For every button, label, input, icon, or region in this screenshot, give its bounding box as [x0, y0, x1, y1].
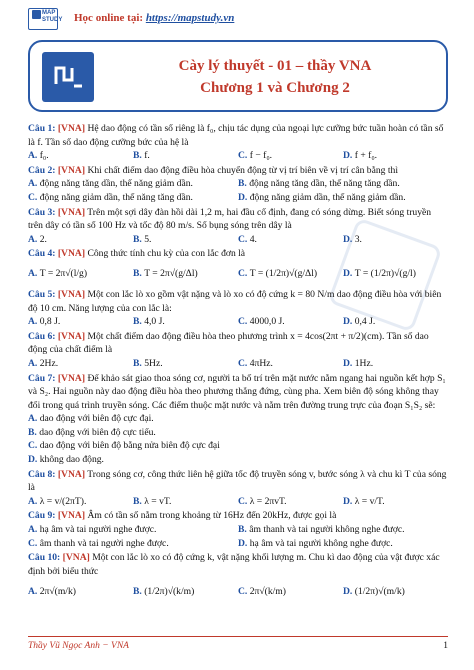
footer [28, 636, 448, 656]
top-bar [28, 8, 448, 32]
option-d[interactable]: D. không dao động. [28, 454, 104, 466]
question-7: Câu 7: [VNA] Để khảo sát giao thoa sóng cơ, người ta bố trí trên mặt nước nằm ngang hai nguồn kết hợp S₁ và S₂. Hai nguồn này dao động điều hòa theo phương thẳng đứng, cùng pha. Xem biên độ sóng không thay đổi trong quá trình truyền sóng. Các điểm thuộc mặt nước và nằm trên đường trung trực của đoạn S₁S₂ sẽ: A. dao động với biên độ cực đại. B. dao động với biên độ cực tiểu. C. dao động với biên độ bằng nửa biên độ cực đại D. không dao động. [28, 372, 448, 467]
online-label: Học online tại: [74, 12, 144, 24]
option-d[interactable]: D. λ = v/T. [343, 495, 385, 507]
option-b[interactable]: B. (1/2π)√(k/m) [133, 585, 195, 597]
question-8: Câu 8: [VNA] Trong sóng cơ, công thức liên hệ giữa tốc độ truyền sóng v, bước sóng λ và chu kì T của sóng là A. λ = v/(2πT). B. λ = vT. C. λ = 2πvT. D. λ = v/T. [28, 468, 447, 507]
option-b[interactable]: B. 5. [133, 233, 152, 245]
mapstudy-logo: MAP STUDY [28, 8, 58, 30]
option-c[interactable]: C. f − f₀. [238, 150, 273, 162]
option-a[interactable]: A. 0,8 J. [28, 316, 61, 328]
option-a[interactable]: A. hạ âm và tai người nghe được. [28, 524, 157, 536]
option-c[interactable]: C. dao động với biên độ bằng nửa biên độ cực đại [28, 440, 220, 452]
option-c[interactable]: C. 4. [238, 233, 257, 245]
question-10: Câu 10: [VNA] Một con lắc lò xo có độ cứng k, vật nặng khối lượng m. Chu kì dao động của vật được xác định bởi biểu thức A. 2π√(m/k) B. (1/2π)√(k/m) C. 2π√(k/m) D. (1/2π)√(m/k) [28, 551, 448, 604]
option-d[interactable]: D. (1/2π)√(m/k) [343, 585, 405, 597]
online-url-link[interactable]: https://mapstudy.vn [145, 12, 235, 24]
page-subtitle: Chương 1 và Chương 2 [200, 80, 350, 96]
header-box [28, 40, 448, 112]
option-a[interactable]: A. f₀. [28, 150, 49, 162]
option-a[interactable]: A. dao động với biên độ cực đại. [28, 413, 154, 425]
brand-logo-icon [42, 52, 94, 102]
option-d[interactable]: D. 0,4 J. [343, 316, 376, 328]
option-c[interactable]: C. 2π√(k/m) [238, 585, 286, 597]
option-a[interactable]: A. 2Hz. [28, 357, 59, 369]
question-1: Câu 1: [VNA] Hệ dao động có tần số riêng là f₀, chịu tác dụng của ngoại lực cưỡng bức tuần hoàn có tần số là f. Tần số dao động cưỡng bức của hệ là A. f₀. B. f. C. f − f₀. D. f + f₀. [28, 122, 448, 163]
option-a[interactable]: A. T = 2π√(l/g) [28, 268, 88, 280]
option-d[interactable]: D. hạ âm và tai người không nghe được. [238, 537, 393, 549]
page-number: 1 [443, 641, 448, 651]
option-a[interactable]: A. 2π√(m/k) [28, 585, 76, 597]
option-b[interactable]: B. dao động với biên độ cực tiểu. [28, 426, 156, 438]
option-b[interactable]: B. f. [133, 150, 150, 162]
option-c[interactable]: C. λ = 2πvT. [238, 495, 287, 507]
option-b[interactable]: B. âm thanh và tai người không nghe được. [238, 524, 405, 536]
option-c[interactable]: C. động năng giảm dần, thế năng tăng dần. [28, 191, 193, 203]
option-b[interactable]: B. 5Hz. [133, 357, 163, 369]
question-5: Câu 5: [VNA] Một con lắc lò xo gồm vật nặng và lò xo có độ cứng k = 80 N/m dao động điều hòa với biên độ 10 cm. Năng lượng của con lắc là: A. 0,8 J. B. 4,0 J. C. 4000,0 J. D. 0,4 J. [28, 288, 448, 329]
page-title: Cày lý thuyết - 01 – thầy VNA [178, 58, 372, 74]
option-d[interactable]: D. 3. [343, 233, 362, 245]
option-c[interactable]: C. T = (1/2π)√(g/Δl) [238, 268, 318, 280]
option-d[interactable]: D. T = (1/2π)√(g/l) [343, 268, 416, 280]
online-line [74, 12, 234, 24]
option-c[interactable]: C. 4πHz. [238, 357, 273, 369]
question-2: Câu 2: [VNA] Khi chất điểm dao động điều hòa chuyển động từ vị trí biên về vị trí cân bằng thì A. động năng tăng dần, thế năng giảm dần. B. động năng tăng dần, thế năng tăng dần. C. động năng giảm dần, thế năng tăng dần. D. động năng giảm dần, thế năng giảm dần. [28, 164, 448, 205]
option-b[interactable]: B. 4,0 J. [133, 316, 165, 328]
option-a[interactable]: A. động năng tăng dần, thế năng giảm dần. [28, 178, 193, 190]
question-6: Câu 6: [VNA] Một chất điểm dao động điều hòa theo phương trình x = 4cos(2πt + π/2)(cm). Tần số dao động của chất điểm là A. 2Hz. B. 5Hz. C. 4πHz. D. 1Hz. [28, 330, 448, 371]
option-d[interactable]: D. f + f₀. [343, 150, 378, 162]
footer-author: Thầy Vũ Ngọc Anh − VNA [28, 641, 129, 651]
option-a[interactable]: A. 2. [28, 233, 47, 245]
question-9: Câu 9: [VNA] Âm có tần số nằm trong khoảng từ 16Hz đến 20kHz, được gọi là A. hạ âm và tai người nghe được. B. âm thanh và tai người không nghe được. C. âm thanh và tai người nghe được. D. hạ âm và tai người không nghe được. [28, 509, 448, 550]
question-list [28, 122, 448, 605]
option-c[interactable]: C. âm thanh và tai người nghe được. [28, 537, 169, 549]
option-b[interactable]: B. động năng tăng dần, thế năng tăng dần. [238, 178, 400, 190]
question-4: Câu 4: [VNA] Công thức tính chu kỳ của con lắc đơn là A. T = 2π√(l/g) B. T = 2π√(g/Δl) C. T = (1/2π)√(g/Δl) D. T = (1/2π)√(g/l) [28, 247, 448, 287]
option-b[interactable]: B. λ = vT. [133, 495, 172, 507]
option-a[interactable]: A. λ = v/(2πT). [28, 495, 87, 507]
option-d[interactable]: D. 1Hz. [343, 357, 374, 369]
option-d[interactable]: D. động năng giảm dần, thế năng giảm dần. [238, 191, 406, 203]
option-c[interactable]: C. 4000,0 J. [238, 316, 285, 328]
question-3: Câu 3: [VNA] Trên một sợi dây đàn hồi dài 1,2 m, hai đầu cố định, đang có sóng dừng. Biết sóng truyền trên dây có tần số 100 Hz và tốc độ 80 m/s. Số bụng sóng trên dây là A. 2. B. 5. C. 4. D. 3. [28, 206, 448, 247]
option-b[interactable]: B. T = 2π√(g/Δl) [133, 268, 198, 280]
